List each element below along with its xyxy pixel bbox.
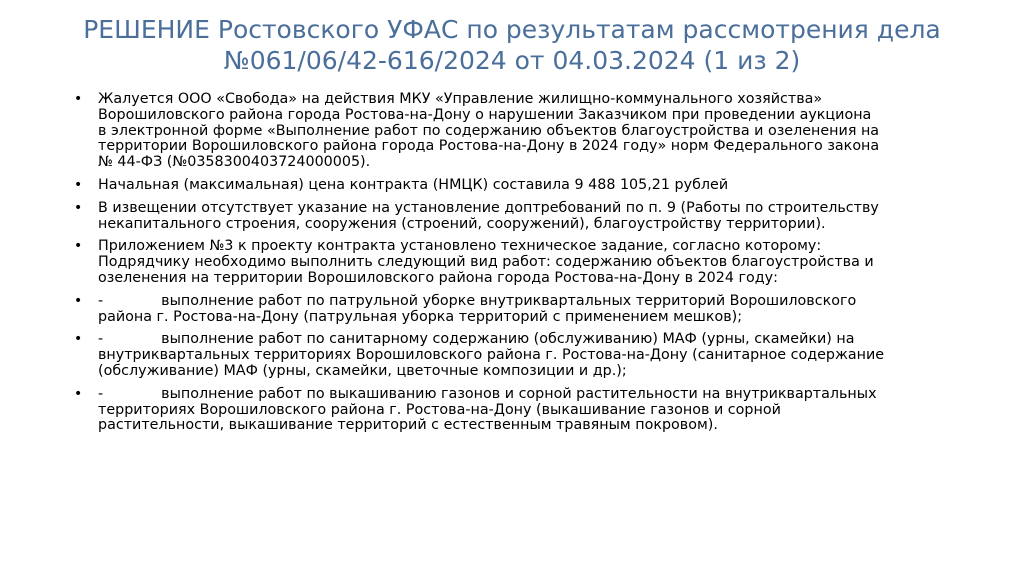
bullet-line-first: выполнение работ по патрульной уборке внутриквартальных территорий Ворошиловского [161,292,857,309]
bullet-line: № 44-ФЗ (№0358300403724000005). [98,154,371,171]
bullet-line [98,332,948,348]
bullet-item-notice [68,201,948,233]
slide-title [80,14,944,76]
title-line-1: РЕШЕНИЕ Ростовского УФАС по результатам рассмотрения дела [83,15,941,44]
bullet-line: В извещении отсутствует указание на установление доптребований по п. 9 (Работы по строительству [98,199,879,216]
bullet-marker: • [74,176,83,193]
bullet-marker: • [74,292,83,309]
bullet-line: некапитального строения, сооружения (строений, сооружений), благоустройству территории). [98,215,826,232]
bullet-line [98,387,948,403]
bullet-line: (обслуживание) МАФ (урны, скамейки, цветочные композиции и др.); [98,362,627,379]
bullet-item-patrol-cleaning [68,294,948,326]
title-line-2: №061/06/42-616/2024 от 04.03.2024 (1 из 2) [223,46,801,75]
bullet-line: Подрядчику необходимо выполнить следующий вид работ: содержанию объектов благоустройства и [98,254,874,271]
bullet-line: растительности, выкашивание территорий с естественным травяным покровом). [98,417,718,434]
bullet-line-first: выполнение работ по выкашиванию газонов и сорной растительности на внутриквартальных [161,385,877,402]
dash-marker: - [98,292,104,309]
bullet-line: озеленения на территории Ворошиловского района города Ростова-на-Дону в 2024 году: [98,269,778,286]
bullet-list [68,92,948,441]
bullet-line: Приложением №3 к проекту контракта установлено техническое задание, согласно которому: [98,238,822,255]
bullet-text [98,239,948,286]
bullet-text [98,201,948,233]
bullet-line: внутриквартальных территориях Ворошиловского района г. Ростова-на-Дону (санитарное содержание [98,347,885,364]
bullet-marker: • [74,238,83,255]
bullet-marker: • [74,91,83,107]
bullet-item-appendix [68,239,948,286]
bullet-line: района г. Ростова-на-Дону (патрульная уборка территорий с применением мешков); [98,308,743,325]
bullet-line: территории Ворошиловского района города Ростова-на-Дону в 2024 году» норм Федерального закона [98,138,880,155]
bullet-text [98,92,948,171]
bullet-line: Ворошиловского района города Ростова-на-Дону о нарушении Заказчиком при проведении аукциона [98,106,872,123]
bullet-marker: • [74,385,83,402]
bullet-text [98,294,948,326]
bullet-line: Жалуется ООО «Свобода» на действия МКУ «Управление жилищно-коммунального хозяйства» [98,91,823,107]
bullet-text [98,387,948,434]
dash-marker: - [98,331,104,348]
bullet-item-price [68,178,948,194]
dash-marker: - [98,385,104,402]
bullet-line-first: выполнение работ по санитарному содержанию (обслуживанию) МАФ (урны, скамейки) на [161,331,855,348]
bullet-text [98,332,948,379]
bullet-line: территориях Ворошиловского района г. Ростова-на-Дону (выкашивание газонов и сорной [98,401,781,418]
bullet-line: в электронной форме «Выполнение работ по содержанию объектов благоустройства и озеленения на [98,122,880,139]
bullet-item-complaint [68,92,948,171]
bullet-text [98,178,948,194]
bullet-item-mowing [68,387,948,434]
bullet-marker: • [74,199,83,216]
bullet-marker: • [74,331,83,348]
bullet-item-sanitary-maintenance [68,332,948,379]
bullet-line [98,294,948,310]
bullet-line: Начальная (максимальная) цена контракта (НМЦК) составила 9 488 105,21 рублей [98,176,729,193]
